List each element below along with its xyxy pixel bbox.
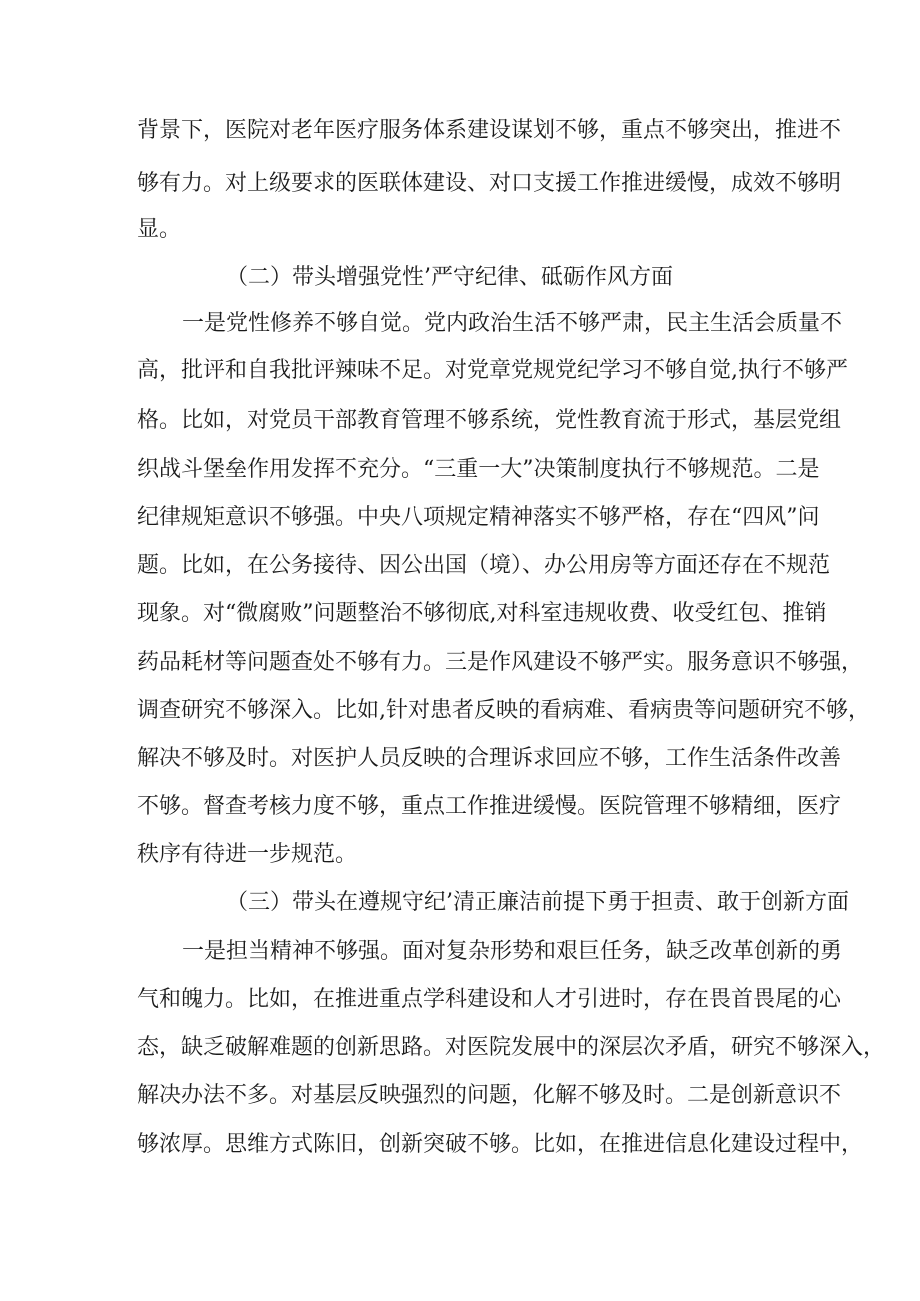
paragraph-line-14: 解决不够及时。对医护人员反映的合理诉求回应不够，工作生活条件改善 [137,746,842,771]
section-heading-3: （三）带头在遵规守纪’清正廉洁前提下勇于担责、敢于创新方面 [226,890,849,915]
paragraph-line-6: 高，批评和自我批评辣味不足。对党章党规党纪学习不够自觉,执行不够严 [137,358,848,383]
paragraph-line-10: 题。比如，在公务接待、因公出国（境）、办公用房等方面还存在不规范 [137,553,831,578]
paragraph-line-9: 纪律规矩意识不够强。中央八项规定精神落实不够严格，存在“四风”问 [137,505,820,530]
paragraph-line-15: 不够。督查考核力度不够，重点工作推进缓慢。医院管理不够精细，医疗 [137,794,842,819]
paragraph-line-12: 药品耗材等问题查处不够有力。三是作风建设不够严实。服务意识不够强， [137,650,864,675]
paragraph-line-2: 够有力。对上级要求的医联体建设、对口支援工作推进缓慢，成效不够明 [137,171,842,196]
paragraph-line-11: 现象。对“微腐败”问题整治不够彻底,对科室违规收费、收受红包、推销 [137,601,827,626]
paragraph-line-7: 格。比如，对党员干部教育管理不够系统，党性教育流于形式，基层党组 [137,408,842,433]
paragraph-line-20: 态，缺乏破解难题的创新思路。对医院发展中的深层次矛盾，研究不够深入， [137,1035,886,1060]
paragraph-line-16: 秩序有待进一步规范。 [137,842,358,867]
paragraph-line-21: 解决办法不多。对基层反映强烈的问题，化解不够及时。二是创新意识不 [137,1083,842,1108]
paragraph-line-3: 显。 [137,217,182,242]
paragraph-line-19: 气和魄力。比如，在推进重点学科建设和人才引进时，存在畏首畏尾的心 [137,987,842,1012]
paragraph-line-13: 调查研究不够深入。比如,针对患者反映的看病难、看病贵等问题研究不够， [137,698,870,723]
paragraph-line-8: 织战斗堡垒作用发挥不充分。“三重一大”决策制度执行不够规范。二是 [137,457,820,482]
paragraph-line-18: 一是担当精神不够强。面对复杂形势和艰巨任务，缺乏改革创新的勇 [182,939,843,964]
paragraph-line-5: 一是党性修养不够自觉。党内政治生活不够严肃，民主生活会质量不 [182,311,843,336]
paragraph-line-22: 够浓厚。思维方式陈旧，创新突破不够。比如，在推进信息化建设过程中， [137,1132,864,1157]
paragraph-line-1: 背景下，医院对老年医疗服务体系建设谋划不够，重点不够突出，推进不 [137,118,842,143]
section-heading-2: （二）带头增强党性’严守纪律、砥砺作风方面 [226,265,673,290]
